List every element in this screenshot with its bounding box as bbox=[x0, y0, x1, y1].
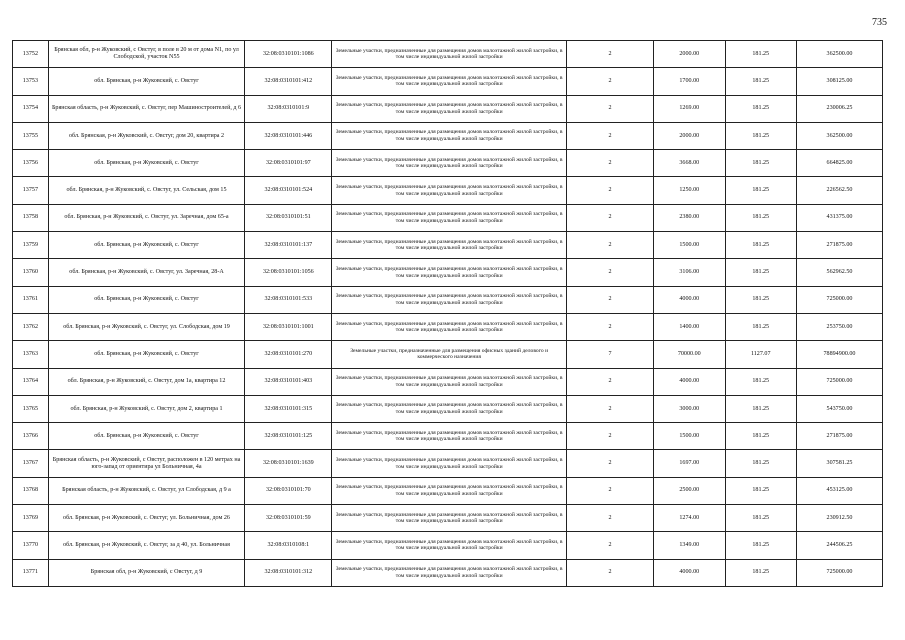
area-cell: 1400.00 bbox=[654, 313, 725, 340]
specific-value-cell: 181.25 bbox=[725, 313, 796, 340]
address-cell: Брянская область, р-н Жуковский, с. Овстуг, пер Машиностроителей, д 6 bbox=[48, 95, 245, 122]
use-group-cell: 2 bbox=[566, 41, 653, 68]
table-row bbox=[13, 177, 883, 204]
specific-value-cell: 181.25 bbox=[725, 232, 796, 259]
address-cell: обл. Брянская, р-н Жуковский, с. Овстуг, дом 1а, квартира 12 bbox=[48, 368, 245, 395]
use-group-cell: 2 bbox=[566, 313, 653, 340]
cadastral-value-cell: 453125.00 bbox=[796, 477, 882, 504]
use-group-cell: 2 bbox=[566, 259, 653, 286]
area-cell: 1697.00 bbox=[654, 450, 725, 477]
cadastral-value-cell: 308125.00 bbox=[796, 68, 882, 95]
table-row bbox=[13, 204, 883, 231]
area-cell: 4000.00 bbox=[654, 559, 725, 586]
row-number-cell: 13757 bbox=[13, 177, 49, 204]
address-cell: Брянская обл, р-н Жуковский, с Овстуг, д 9 bbox=[48, 559, 245, 586]
address-cell: обл. Брянская, р-н Жуковский, с. Овстуг bbox=[48, 232, 245, 259]
cadastral-value-cell: 725000.00 bbox=[796, 559, 882, 586]
address-cell: обл. Брянская, р-н Жуковский, с. Овстуг, за д 40, ул. Больничная bbox=[48, 532, 245, 559]
address-cell: обл. Брянская, р-н Жуковский, с. Овстуг bbox=[48, 341, 245, 368]
use-group-cell: 2 bbox=[566, 368, 653, 395]
cadastral-number-cell: 32:08:0310101:312 bbox=[245, 559, 332, 586]
table-row bbox=[13, 505, 883, 532]
area-cell: 2500.00 bbox=[654, 477, 725, 504]
row-number-cell: 13764 bbox=[13, 368, 49, 395]
area-cell: 1500.00 bbox=[654, 423, 725, 450]
row-number-cell: 13767 bbox=[13, 450, 49, 477]
specific-value-cell: 181.25 bbox=[725, 122, 796, 149]
table-row bbox=[13, 259, 883, 286]
cadastral-value-cell: 271875.00 bbox=[796, 232, 882, 259]
row-number-cell: 13765 bbox=[13, 395, 49, 422]
use-group-cell: 2 bbox=[566, 423, 653, 450]
address-cell: обл. Брянская, р-н Жуковский, с. Овстуг, дом 20, квартира 2 bbox=[48, 122, 245, 149]
specific-value-cell: 181.25 bbox=[725, 259, 796, 286]
row-number-cell: 13759 bbox=[13, 232, 49, 259]
row-number-cell: 13758 bbox=[13, 204, 49, 231]
specific-value-cell: 181.25 bbox=[725, 395, 796, 422]
table-row bbox=[13, 395, 883, 422]
row-number-cell: 13761 bbox=[13, 286, 49, 313]
address-cell: Брянская область, р-н Жуковский, с. Овстуг, ул Слободская, д 9 а bbox=[48, 477, 245, 504]
table-row bbox=[13, 532, 883, 559]
use-group-cell: 2 bbox=[566, 95, 653, 122]
table-row bbox=[13, 450, 883, 477]
use-group-cell: 2 bbox=[566, 204, 653, 231]
land-use-cell: Земельные участки, предназначенные для размещения офисных зданий делового и коммерческого назначения bbox=[332, 341, 567, 368]
use-group-cell: 2 bbox=[566, 286, 653, 313]
cadastral-number-cell: 32:08:0310101:403 bbox=[245, 368, 332, 395]
use-group-cell: 2 bbox=[566, 505, 653, 532]
cadastral-value-cell: 226562.50 bbox=[796, 177, 882, 204]
use-group-cell: 2 bbox=[566, 532, 653, 559]
area-cell: 1349.00 bbox=[654, 532, 725, 559]
page-number: 735 bbox=[872, 17, 887, 28]
cadastral-number-cell: 32:08:0310101:270 bbox=[245, 341, 332, 368]
area-cell: 1274.00 bbox=[654, 505, 725, 532]
specific-value-cell: 181.25 bbox=[725, 95, 796, 122]
row-number-cell: 13760 bbox=[13, 259, 49, 286]
specific-value-cell: 181.25 bbox=[725, 450, 796, 477]
use-group-cell: 2 bbox=[566, 559, 653, 586]
specific-value-cell: 181.25 bbox=[725, 368, 796, 395]
cadastral-number-cell: 32:08:0310101:315 bbox=[245, 395, 332, 422]
cadastral-number-cell: 32:08:0310101:533 bbox=[245, 286, 332, 313]
land-use-cell: Земельные участки, предназначенные для размещения домов малоэтажной жилой застройки, в том числе индивидуальной жилой застройки bbox=[332, 177, 567, 204]
cadastral-value-cell: 253750.00 bbox=[796, 313, 882, 340]
cadastral-value-cell: 230006.25 bbox=[796, 95, 882, 122]
row-number-cell: 13756 bbox=[13, 150, 49, 177]
cadastral-value-table bbox=[12, 40, 883, 587]
address-cell: обл. Брянская, р-н Жуковский, с. Овстуг bbox=[48, 423, 245, 450]
area-cell: 2000.00 bbox=[654, 41, 725, 68]
cadastral-number-cell: 32:08:0310101:9 bbox=[245, 95, 332, 122]
cadastral-number-cell: 32:08:0310101:59 bbox=[245, 505, 332, 532]
cadastral-number-cell: 32:08:0310101:1056 bbox=[245, 259, 332, 286]
address-cell: обл. Брянская, р-н Жуковский, с. Овстуг bbox=[48, 286, 245, 313]
land-use-cell: Земельные участки, предназначенные для размещения домов малоэтажной жилой застройки, в том числе индивидуальной жилой застройки bbox=[332, 505, 567, 532]
use-group-cell: 2 bbox=[566, 122, 653, 149]
area-cell: 3668.00 bbox=[654, 150, 725, 177]
specific-value-cell: 181.25 bbox=[725, 477, 796, 504]
cadastral-value-cell: 244506.25 bbox=[796, 532, 882, 559]
table-row bbox=[13, 368, 883, 395]
row-number-cell: 13754 bbox=[13, 95, 49, 122]
cadastral-value-cell: 78894900.00 bbox=[796, 341, 882, 368]
specific-value-cell: 181.25 bbox=[725, 177, 796, 204]
table-row bbox=[13, 286, 883, 313]
use-group-cell: 2 bbox=[566, 68, 653, 95]
land-use-cell: Земельные участки, предназначенные для размещения домов малоэтажной жилой застройки, в том числе индивидуальной жилой застройки bbox=[332, 368, 567, 395]
area-cell: 2380.00 bbox=[654, 204, 725, 231]
area-cell: 3106.00 bbox=[654, 259, 725, 286]
table-row bbox=[13, 232, 883, 259]
table-row bbox=[13, 150, 883, 177]
address-cell: обл. Брянская, р-н Жуковский, с. Овстуг, дом 2, квартира 1 bbox=[48, 395, 245, 422]
cadastral-number-cell: 32:08:0310101:1639 bbox=[245, 450, 332, 477]
table-row bbox=[13, 122, 883, 149]
cadastral-number-cell: 32:08:0310101:524 bbox=[245, 177, 332, 204]
row-number-cell: 13752 bbox=[13, 41, 49, 68]
cadastral-value-cell: 725000.00 bbox=[796, 368, 882, 395]
cadastral-value-cell: 543750.00 bbox=[796, 395, 882, 422]
use-group-cell: 2 bbox=[566, 232, 653, 259]
table-row bbox=[13, 313, 883, 340]
land-use-cell: Земельные участки, предназначенные для размещения домов малоэтажной жилой застройки, в том числе индивидуальной жилой застройки bbox=[332, 477, 567, 504]
use-group-cell: 2 bbox=[566, 477, 653, 504]
table-row bbox=[13, 341, 883, 368]
address-cell: обл. Брянская, р-н Жуковский, с. Овстуг, ул. Сельская, дом 15 bbox=[48, 177, 245, 204]
cadastral-number-cell: 32:08:0310101:70 bbox=[245, 477, 332, 504]
cadastral-value-cell: 664825.00 bbox=[796, 150, 882, 177]
specific-value-cell: 181.25 bbox=[725, 423, 796, 450]
specific-value-cell: 181.25 bbox=[725, 505, 796, 532]
table-row bbox=[13, 423, 883, 450]
use-group-cell: 2 bbox=[566, 177, 653, 204]
cadastral-value-cell: 362500.00 bbox=[796, 122, 882, 149]
land-use-cell: Земельные участки, предназначенные для размещения домов малоэтажной жилой застройки, в том числе индивидуальной жилой застройки bbox=[332, 450, 567, 477]
row-number-cell: 13755 bbox=[13, 122, 49, 149]
row-number-cell: 13768 bbox=[13, 477, 49, 504]
land-use-cell: Земельные участки, предназначенные для размещения домов малоэтажной жилой застройки, в том числе индивидуальной жилой застройки bbox=[332, 286, 567, 313]
land-use-cell: Земельные участки, предназначенные для размещения домов малоэтажной жилой застройки, в том числе индивидуальной жилой застройки bbox=[332, 232, 567, 259]
land-use-cell: Земельные участки, предназначенные для размещения домов малоэтажной жилой застройки, в том числе индивидуальной жилой застройки bbox=[332, 68, 567, 95]
address-cell: обл. Брянская, р-н Жуковский, с. Овстуг, ул. Заречная, 28-А bbox=[48, 259, 245, 286]
land-use-cell: Земельные участки, предназначенные для размещения домов малоэтажной жилой застройки, в том числе индивидуальной жилой застройки bbox=[332, 395, 567, 422]
area-cell: 1500.00 bbox=[654, 232, 725, 259]
cadastral-number-cell: 32:08:0310108:1 bbox=[245, 532, 332, 559]
area-cell: 70000.00 bbox=[654, 341, 725, 368]
specific-value-cell: 181.25 bbox=[725, 68, 796, 95]
land-use-cell: Земельные участки, предназначенные для размещения домов малоэтажной жилой застройки, в том числе индивидуальной жилой застройки bbox=[332, 204, 567, 231]
cadastral-number-cell: 32:08:0310101:446 bbox=[245, 122, 332, 149]
cadastral-number-cell: 32:08:0310101:1086 bbox=[245, 41, 332, 68]
land-use-cell: Земельные участки, предназначенные для размещения домов малоэтажной жилой застройки, в том числе индивидуальной жилой застройки bbox=[332, 150, 567, 177]
specific-value-cell: 181.25 bbox=[725, 532, 796, 559]
row-number-cell: 13763 bbox=[13, 341, 49, 368]
area-cell: 3000.00 bbox=[654, 395, 725, 422]
area-cell: 1250.00 bbox=[654, 177, 725, 204]
row-number-cell: 13770 bbox=[13, 532, 49, 559]
cadastral-value-cell: 362500.00 bbox=[796, 41, 882, 68]
specific-value-cell: 181.25 bbox=[725, 204, 796, 231]
specific-value-cell: 1127.07 bbox=[725, 341, 796, 368]
area-cell: 4000.00 bbox=[654, 368, 725, 395]
land-use-cell: Земельные участки, предназначенные для размещения домов малоэтажной жилой застройки, в том числе индивидуальной жилой застройки bbox=[332, 313, 567, 340]
cadastral-number-cell: 32:08:0310101:125 bbox=[245, 423, 332, 450]
cadastral-value-cell: 725000.00 bbox=[796, 286, 882, 313]
area-cell: 1269.00 bbox=[654, 95, 725, 122]
row-number-cell: 13769 bbox=[13, 505, 49, 532]
table-row bbox=[13, 559, 883, 586]
use-group-cell: 2 bbox=[566, 150, 653, 177]
cadastral-number-cell: 32:08:0310101:412 bbox=[245, 68, 332, 95]
use-group-cell: 2 bbox=[566, 395, 653, 422]
address-cell: обл. Брянская, р-н Жуковский, с. Овстуг, ул. Слободская, дом 19 bbox=[48, 313, 245, 340]
cadastral-number-cell: 32:08:0310101:1001 bbox=[245, 313, 332, 340]
cadastral-value-cell: 431375.00 bbox=[796, 204, 882, 231]
row-number-cell: 13766 bbox=[13, 423, 49, 450]
cadastral-number-cell: 32:08:0310101:51 bbox=[245, 204, 332, 231]
land-use-cell: Земельные участки, предназначенные для размещения домов малоэтажной жилой застройки, в том числе индивидуальной жилой застройки bbox=[332, 259, 567, 286]
specific-value-cell: 181.25 bbox=[725, 286, 796, 313]
use-group-cell: 2 bbox=[566, 450, 653, 477]
cadastral-value-cell: 271875.00 bbox=[796, 423, 882, 450]
address-cell: Брянская обл, р-н Жуковский, с Овстуг, в поле в 20 м от дома N1, по ул Слободской, участок N55 bbox=[48, 41, 245, 68]
land-use-cell: Земельные участки, предназначенные для размещения домов малоэтажной жилой застройки, в том числе индивидуальной жилой застройки bbox=[332, 122, 567, 149]
table-row bbox=[13, 477, 883, 504]
area-cell: 1700.00 bbox=[654, 68, 725, 95]
cadastral-value-cell: 307581.25 bbox=[796, 450, 882, 477]
land-use-cell: Земельные участки, предназначенные для размещения домов малоэтажной жилой застройки, в том числе индивидуальной жилой застройки bbox=[332, 95, 567, 122]
table-row bbox=[13, 95, 883, 122]
row-number-cell: 13753 bbox=[13, 68, 49, 95]
table-row bbox=[13, 68, 883, 95]
row-number-cell: 13762 bbox=[13, 313, 49, 340]
address-cell: обл. Брянская, р-н Жуковский, с. Овстуг bbox=[48, 68, 245, 95]
address-cell: обл. Брянская, р-н Жуковский, с. Овстуг, ул. Заречная, дом 65-а bbox=[48, 204, 245, 231]
table-body bbox=[13, 41, 883, 587]
address-cell: обл. Брянская, р-н Жуковский, с. Овстуг, ул. Больничная, дом 26 bbox=[48, 505, 245, 532]
address-cell: обл. Брянская, р-н Жуковский, с. Овстуг bbox=[48, 150, 245, 177]
cadastral-value-cell: 230912.50 bbox=[796, 505, 882, 532]
use-group-cell: 7 bbox=[566, 341, 653, 368]
land-use-cell: Земельные участки, предназначенные для размещения домов малоэтажной жилой застройки, в том числе индивидуальной жилой застройки bbox=[332, 559, 567, 586]
cadastral-value-cell: 562962.50 bbox=[796, 259, 882, 286]
specific-value-cell: 181.25 bbox=[725, 559, 796, 586]
area-cell: 2000.00 bbox=[654, 122, 725, 149]
cadastral-number-cell: 32:08:0310101:97 bbox=[245, 150, 332, 177]
specific-value-cell: 181.25 bbox=[725, 150, 796, 177]
land-use-cell: Земельные участки, предназначенные для размещения домов малоэтажной жилой застройки, в том числе индивидуальной жилой застройки bbox=[332, 423, 567, 450]
land-use-cell: Земельные участки, предназначенные для размещения домов малоэтажной жилой застройки, в том числе индивидуальной жилой застройки bbox=[332, 41, 567, 68]
land-use-cell: Земельные участки, предназначенные для размещения домов малоэтажной жилой застройки, в том числе индивидуальной жилой застройки bbox=[332, 532, 567, 559]
table-row bbox=[13, 41, 883, 68]
cadastral-number-cell: 32:08:0310101:137 bbox=[245, 232, 332, 259]
row-number-cell: 13771 bbox=[13, 559, 49, 586]
area-cell: 4000.00 bbox=[654, 286, 725, 313]
address-cell: Брянская область, р-н Жуковский, с Овстуг, расположен в 120 метрах на юго-запад от ориентира ул Больничная, 4а bbox=[48, 450, 245, 477]
specific-value-cell: 181.25 bbox=[725, 41, 796, 68]
